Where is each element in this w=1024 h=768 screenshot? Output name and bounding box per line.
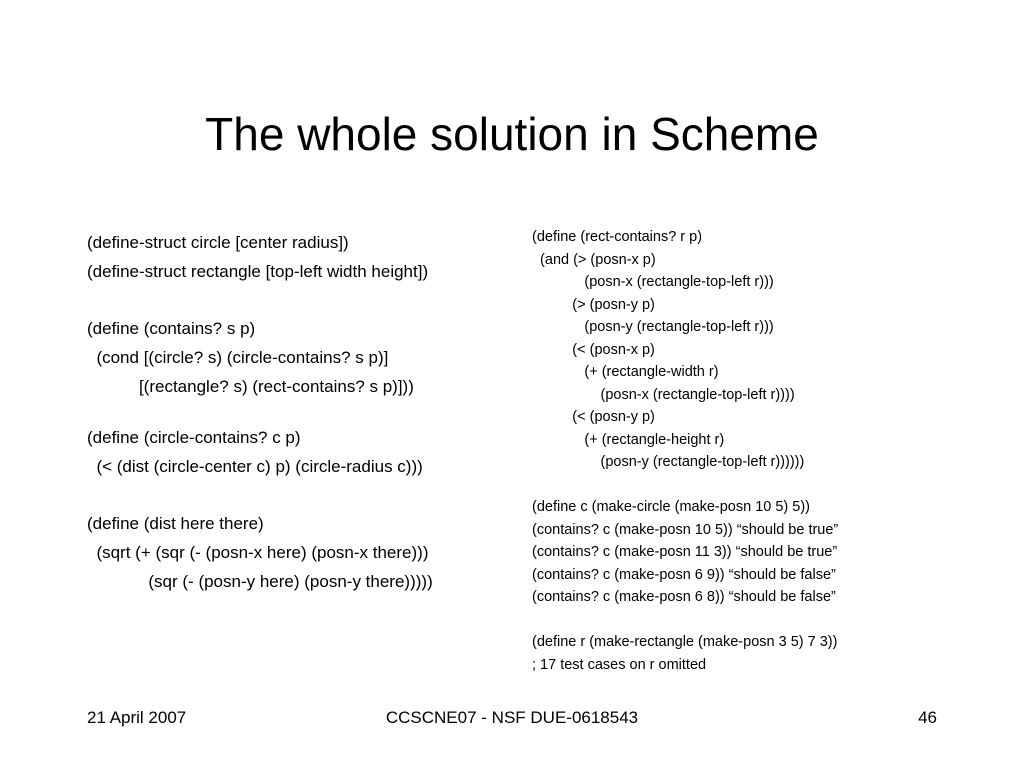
code-line: (> (posn-y p) [532, 296, 655, 313]
code-line: (posn-y (rectangle-top-left r))) [532, 319, 774, 335]
code-line: ; 17 test cases on r omitted [532, 656, 707, 673]
code-line: (cond [(circle? s) (circle-contains? s p)] [87, 348, 389, 367]
slide-number: 46 [918, 708, 937, 727]
code-line: (contains? c (make-posn 6 9)) “should be false” [532, 566, 836, 583]
code-line: (+ (rectangle-height r) [532, 431, 725, 448]
code-line: [(rectangle? s) (rect-contains? s p)])) [87, 377, 414, 396]
right-code-column [532, 226, 1002, 676]
code-line: (sqrt (+ (sqr (- (posn-x here) (posn-x there))) [87, 543, 429, 562]
code-line: (posn-x (rectangle-top-left r))) [532, 274, 774, 290]
code-line: (< (posn-y p) [532, 409, 655, 425]
code-line: (define-struct circle [center radius]) [87, 233, 349, 252]
code-line: (define (circle-contains? c p) [87, 428, 301, 447]
footer-center-text: CCSCNE07 - NSF DUE-0618543 [385, 708, 639, 727]
code-line: (< (dist (circle-center c) p) (circle-radius c))) [87, 457, 423, 476]
code-line: (define (dist here there) [87, 514, 264, 533]
code-line: (define-struct rectangle [top-left width height]) [87, 262, 429, 281]
code-line: (< (posn-x p) [532, 341, 655, 358]
left-code-column [87, 228, 507, 596]
code-line: (posn-x (rectangle-top-left r)))) [532, 386, 795, 403]
code-line: (define (rect-contains? r p) [532, 229, 703, 245]
code-line: (define r (make-rectangle (make-posn 3 5) 7 3)) [532, 634, 838, 650]
code-line: (+ (rectangle-width r) [532, 364, 719, 380]
code-line: (contains? c (make-posn 10 5)) “should be true” [532, 521, 839, 538]
code-line: (contains? c (make-posn 11 3)) “should be true” [532, 544, 838, 560]
code-line: (define c (make-circle (make-posn 10 5) 5)) [532, 499, 811, 515]
code-line: (sqr (- (posn-y here) (posn-y there))))) [87, 572, 433, 591]
code-line: (contains? c (make-posn 6 8)) “should be false” [532, 589, 836, 605]
code-line: (posn-y (rectangle-top-left r)))))) [532, 454, 805, 470]
slide-title: The whole solution in Scheme [205, 108, 819, 160]
code-line: (and (> (posn-x p) [532, 251, 656, 268]
code-line: (define (contains? s p) [87, 319, 256, 338]
footer-date: 21 April 2007 [87, 708, 187, 727]
